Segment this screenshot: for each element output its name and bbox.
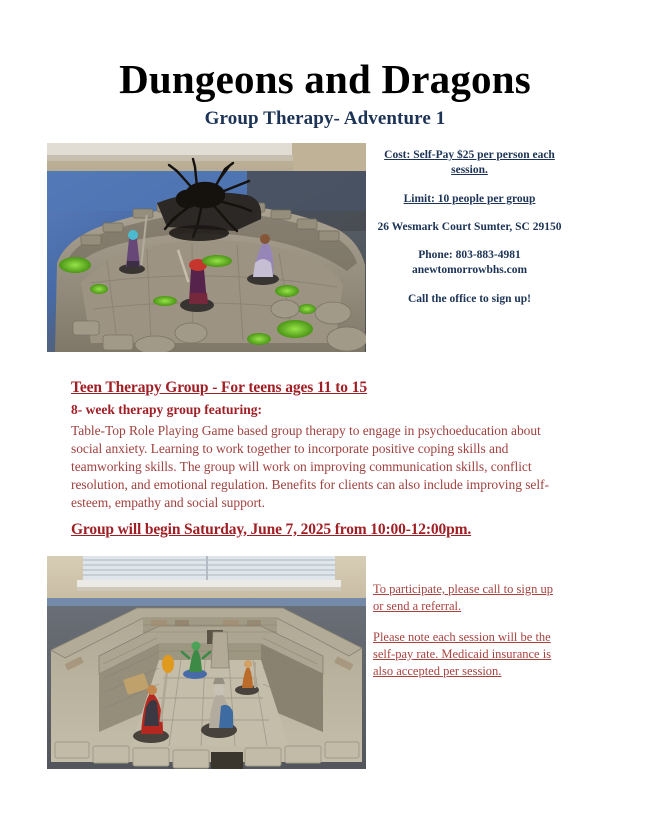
note-participate: To participate, please call to sign up or send a referral. [373, 582, 553, 613]
address-line: 26 Wesmark Court Sumter, SC 29150 [377, 220, 562, 233]
teen-therapy-body: Table-Top Role Playing Game based group therapy to engage in psychoeducation about social anxiety. Learning to work together to incorporate positive coping skills and teamworking skills. The group will work on improving communication skills, conflict resolution, and emotional regulation. Benefits for clients can also include improving self-esteem, empathy and social support. [71, 422, 549, 511]
group-start-date: Group will begin Saturday, June 7, 2025 from 10:00-12:00pm. [71, 521, 472, 538]
page-subtitle: Group Therapy- Adventure 1 [204, 108, 446, 130]
limit-line: Limit: 10 people per group [403, 192, 536, 205]
teen-therapy-subheading: 8- week therapy group featuring: [71, 402, 262, 418]
photo-dnd-ruins-diorama [47, 143, 366, 352]
website-line[interactable]: anewtomorrowbhs.com [411, 264, 528, 277]
flyer-header [0, 58, 650, 130]
teen-therapy-section [71, 378, 563, 512]
cost-line: Cost: Self-Pay $25 per person each session. [384, 149, 555, 177]
notes-column [373, 581, 553, 679]
photo-bottom-illustration [47, 556, 366, 769]
info-column [372, 148, 567, 307]
photo-top-illustration [47, 143, 366, 352]
page-title: Dungeons and Dragons [119, 56, 531, 102]
photo-dnd-dungeon-room [47, 556, 366, 769]
note-session-rate: Please note each session will be the self-pay rate. Medicaid insurance is also accepted per session. [373, 629, 552, 678]
phone-line: Phone: 803-883-4981 [418, 249, 521, 262]
teen-therapy-heading: Teen Therapy Group - For teens ages 11 to 15 [71, 379, 367, 396]
call-office-line: Call the office to sign up! [408, 292, 531, 305]
